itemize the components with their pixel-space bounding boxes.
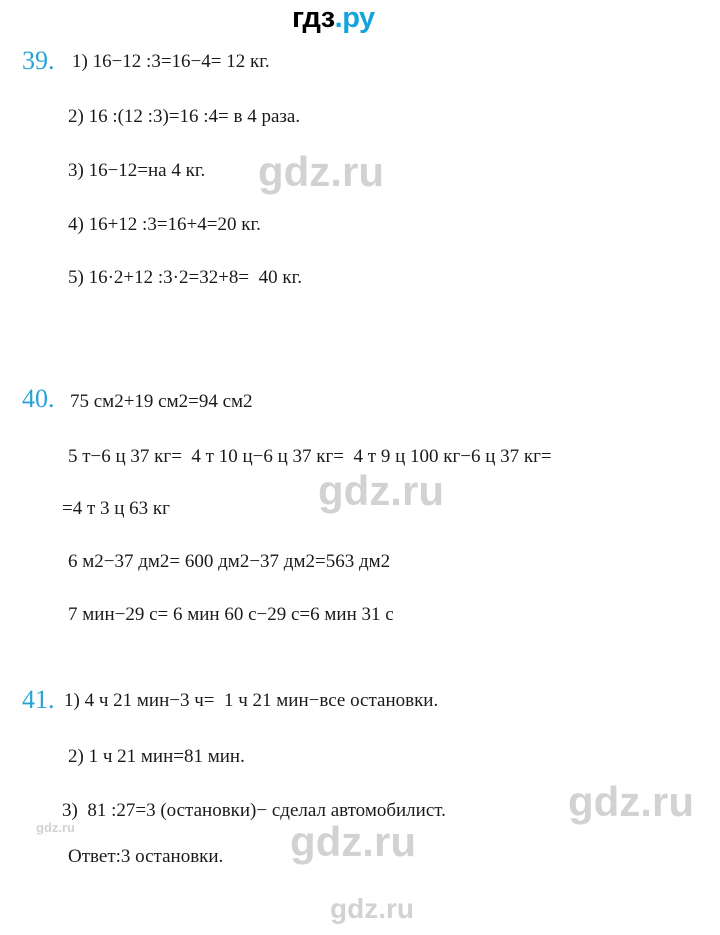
exercise-line: 5) 16·2+12 :3·2=32+8= 40 кг. — [68, 267, 303, 288]
exercise-line: 7 мин−29 с= 6 мин 60 с−29 с=6 мин 31 с — [68, 604, 394, 625]
exercise-line: 5 т−6 ц 37 кг= 4 т 10 ц−6 ц 37 кг= 4 т 9 ц 100 кг−6 ц 37 кг= — [68, 446, 552, 467]
site-logo-suffix: .ру — [334, 2, 375, 34]
exercise-line: Ответ:3 остановки. — [68, 846, 224, 867]
exercise-line: 75 см2+19 см2=94 см2 — [70, 391, 253, 412]
exercise-line: 4) 16+12 :3=16+4=20 кг. — [68, 214, 261, 235]
exercise-line: 3) 16−12=на 4 кг. — [68, 160, 206, 181]
exercise-line: 6 м2−37 дм2= 600 дм2−37 дм2=563 дм2 — [68, 551, 391, 572]
exercise-number: 41. — [22, 685, 55, 714]
watermark: gdz.ru — [258, 148, 384, 195]
site-logo — [292, 2, 375, 35]
watermark: gdz.ru — [568, 778, 694, 825]
watermark: gdz.ru — [318, 467, 444, 514]
watermark: gdz.ru — [330, 893, 414, 924]
watermark: gdz.ru — [36, 820, 75, 835]
site-logo-prefix: гдз — [292, 2, 335, 34]
exercise-line: =4 т 3 ц 63 кг — [62, 498, 170, 519]
exercise-line: 1) 4 ч 21 мин−3 ч= 1 ч 21 мин−все остановки. — [64, 690, 439, 711]
exercise-number: 39. — [22, 46, 55, 75]
exercise-line: 2) 1 ч 21 мин=81 мин. — [68, 746, 245, 767]
exercise-line: 2) 16 :(12 :3)=16 :4= в 4 раза. — [68, 106, 301, 127]
exercise-number: 40. — [22, 384, 55, 413]
exercise-line: 1) 16−12 :3=16−4= 12 кг. — [72, 51, 270, 72]
watermark: gdz.ru — [290, 818, 416, 865]
exercise-line: 3) 81 :27=3 (остановки)− сделал автомобилист. — [62, 800, 446, 821]
